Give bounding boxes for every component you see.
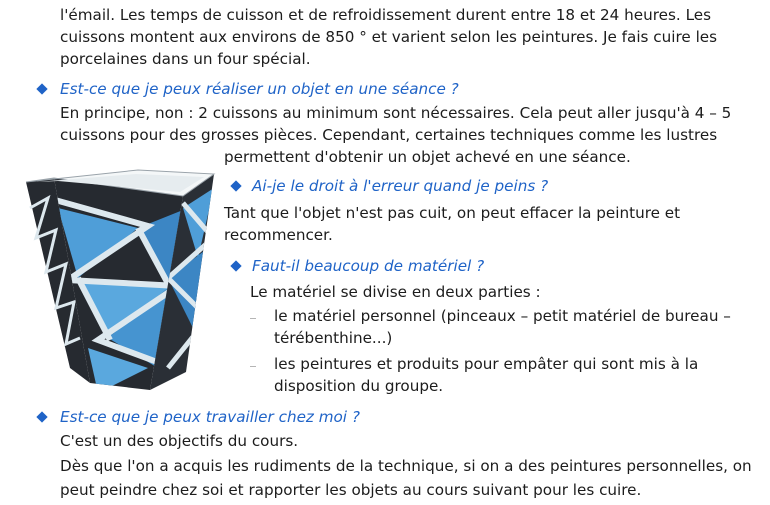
faq-answer-line: Dès que l'on a acquis les rudiments de la technique, si on a des peintures personnelles, on [60, 457, 752, 475]
intro-line: l'émail. Les temps de cuisson et de refroidissement durent entre 18 et 24 heures. Les [60, 6, 712, 24]
faq-answer-line: Le matériel se divise en deux parties : [250, 283, 541, 301]
faq-answer-line: cuissons pour des grosses pièces. Cependant, certaines techniques comme les lustres [60, 126, 718, 144]
sub-item-line: térébenthine...) [274, 329, 393, 347]
intro-line: porcelaines dans un four spécial. [60, 50, 311, 68]
faq-question: Ai-je le droit à l'erreur quand je peins ? [252, 177, 549, 195]
faq-answer-line: Tant que l'objet n'est pas cuit, on peut effacer la peinture et [224, 204, 681, 222]
diamond-bullet-icon [230, 260, 241, 271]
sub-item-line: les peintures et produits pour empâter qui sont mis à la [274, 355, 699, 373]
sub-item-line: disposition du groupe. [274, 377, 444, 395]
diamond-bullet-icon [230, 180, 241, 191]
vase-illustration [18, 168, 224, 406]
sub-item-line: le matériel personnel (pinceaux – petit matériel de bureau – [274, 307, 731, 325]
faq-question: Faut-il beaucoup de matériel ? [252, 257, 485, 275]
faq-answer-line: En principe, non : 2 cuissons au minimum sont nécessaires. Cela peut aller jusqu'à 4 – 5 [60, 104, 732, 122]
faq-question: Est-ce que je peux réaliser un objet en une séance ? [60, 80, 459, 98]
faq-answer-line: peut peindre chez soi et rapporter les objets au cours suivant pour les cuire. [60, 481, 642, 499]
diamond-bullet-icon [36, 411, 47, 422]
faq-question: Est-ce que je peux travailler chez moi ? [60, 408, 360, 426]
dash-bullet-icon [250, 318, 256, 319]
intro-line: cuissons montent aux environs de 850 ° et varient selon les peintures. Je fais cuire les [60, 28, 718, 46]
faq-answer-line: permettent d'obtenir un objet achevé en une séance. [224, 148, 631, 166]
faq-answer-line: C'est un des objectifs du cours. [60, 432, 299, 450]
dash-bullet-icon [250, 366, 256, 367]
faq-answer-line: recommencer. [224, 226, 333, 244]
diamond-bullet-icon [36, 83, 47, 94]
